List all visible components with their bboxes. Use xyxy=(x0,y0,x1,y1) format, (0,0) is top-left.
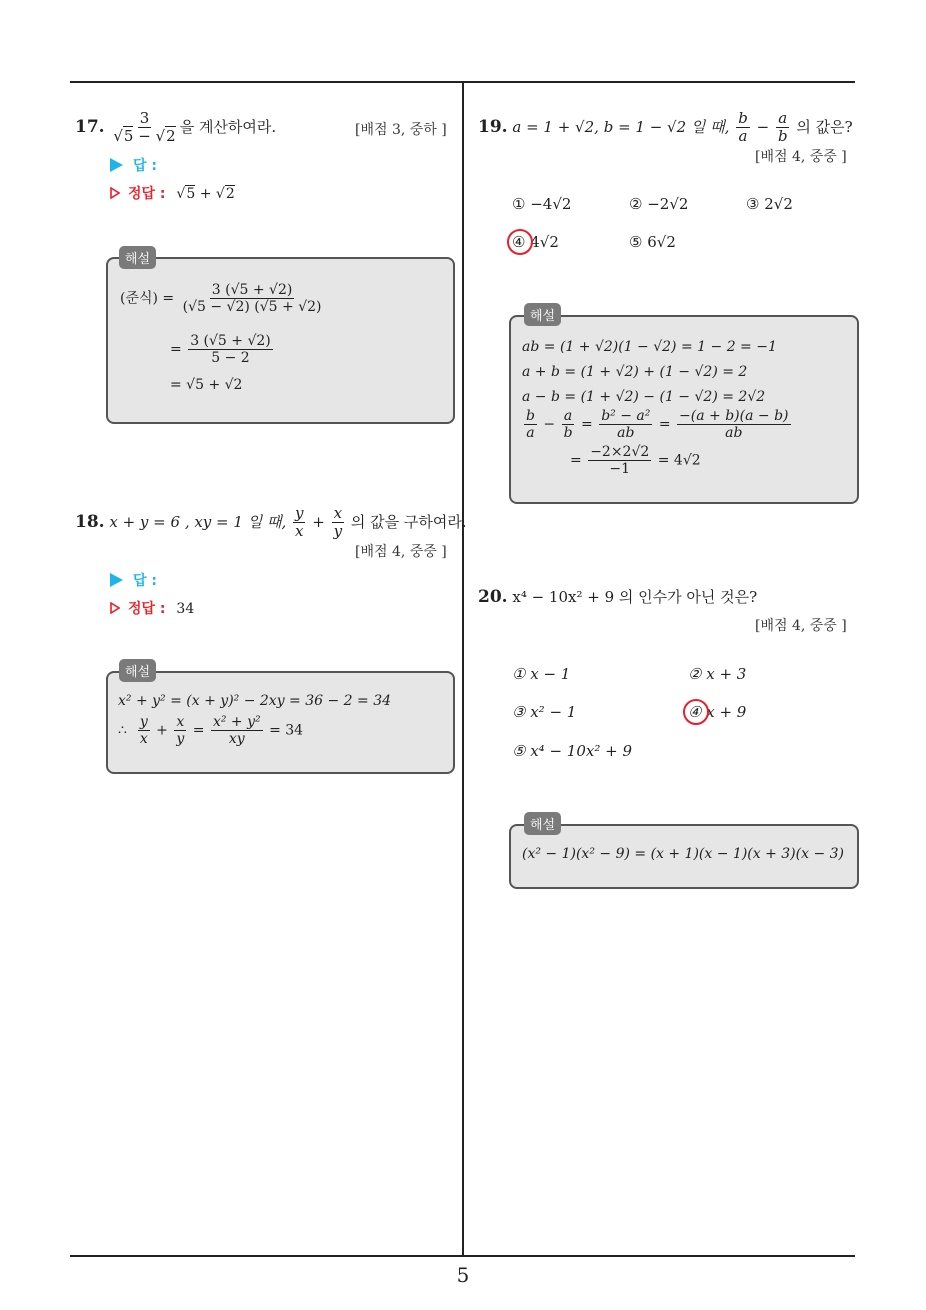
bottom-rule xyxy=(70,1255,855,1257)
q19-choice-3[interactable]: ③ 2√2 xyxy=(746,195,793,213)
q19-choice-5[interactable]: ⑤ 6√2 xyxy=(629,233,676,251)
q19-text-b: 의 값은? xyxy=(796,117,853,136)
q18-correct-label: 정답 : xyxy=(128,601,166,617)
q17-meta: [배점 3, 중하 ] xyxy=(355,122,447,138)
q20-choice-5[interactable]: ⑤ x⁴ − 10x² + 9 xyxy=(512,742,632,760)
q17-correct-label: 정답 : xyxy=(128,186,166,202)
q17-question xyxy=(75,110,276,146)
q18-expl-line1: x² + y² = (x + y)² − 2xy = 36 − 2 = 34 xyxy=(118,693,392,709)
q17-text: 을 계산하여라. xyxy=(179,117,277,136)
correct-arrow-icon xyxy=(110,602,120,614)
q20-explanation-tag: 해설 xyxy=(524,812,561,835)
q17-answer-row xyxy=(110,155,157,175)
q20-meta: [배점 4, 중중 ] xyxy=(755,618,847,634)
q19-number: 19. xyxy=(478,116,508,137)
q19-choice-4[interactable]: ④ 4√2 xyxy=(512,233,559,251)
q18-explanation-tag: 해설 xyxy=(119,659,156,682)
q18-answer-label: 답 : xyxy=(133,573,157,589)
answer-arrow-icon xyxy=(110,158,123,172)
q18-correct-value: 34 xyxy=(176,601,195,617)
q20-choice-2[interactable]: ② x + 3 xyxy=(688,665,747,683)
q18-text-b: 의 값을 구하여라. xyxy=(350,512,467,531)
q17-expl-line3: = √5 + √2 xyxy=(170,377,243,393)
q17-correct-row xyxy=(110,183,235,203)
q19-expl-line3: a − b = (1 + √2) − (1 − √2) = 2√2 xyxy=(522,389,766,405)
q20-number: 20. xyxy=(478,587,508,607)
q17-explanation-tag: 해설 xyxy=(119,246,156,269)
correct-arrow-icon xyxy=(110,187,120,199)
q17-expl-line1: (준식) = $\frac{3 (√5 + √2)}{(√5 - √2) (√5 + √2)}$ xyxy=(120,282,322,316)
q19-question: 19. a = 1 + √2, b = 1 − √2 일 때, $\frac{b}{a}$ − $\frac{a}{b}$ 의 값은? xyxy=(478,109,853,146)
q19-expl-line1: ab = (1 + √2)(1 − √2) = 1 − 2 = −1 xyxy=(522,339,777,355)
q17-expl-line2: = $\frac{3 (√5 + √2)}{5 - 2}$ xyxy=(170,333,271,367)
q19-answer-circle-mark xyxy=(507,229,533,255)
q17-number: 17. xyxy=(75,116,105,137)
q20-answer-circle-mark xyxy=(683,699,709,725)
q17-answer-label: 답 : xyxy=(133,158,157,174)
column-divider xyxy=(462,81,464,1256)
q17-correct-value: √5 + √2 xyxy=(176,186,235,202)
page-number: 5 xyxy=(456,1263,470,1287)
q20-question xyxy=(478,586,757,607)
q19-meta: [배점 4, 중중 ] xyxy=(755,149,847,165)
q19-expl-line2: a + b = (1 + √2) + (1 − √2) = 2 xyxy=(522,364,748,380)
q19-text-a: a = 1 + √2, b = 1 − √2 일 때, xyxy=(512,117,730,136)
q20-choice-3[interactable]: ③ x² − 1 xyxy=(512,703,577,721)
q19-expl-line5: = $\frac{-2\times 2√2}{-1}$ = 4√2 xyxy=(570,444,701,478)
answer-arrow-icon xyxy=(110,573,123,587)
q18-correct-row xyxy=(110,598,194,618)
q18-number: 18. xyxy=(75,511,105,532)
q20-choice-1[interactable]: ① x − 1 xyxy=(512,665,571,683)
q18-meta: [배점 4, 중중 ] xyxy=(355,544,447,560)
q19-expl-line4: $\frac{b}{a}$ − $\frac{a}{b}$ = $\frac{\text{b² − a²}}{ab}$ = $\frac{-(a + b)(a - b)}{ab}$ xyxy=(526,408,789,442)
q18-answer-row xyxy=(110,570,157,590)
q20-choice-4[interactable]: ④ x + 9 xyxy=(688,703,747,721)
q20-text: x⁴ − 10x² + 9 의 인수가 아닌 것은? xyxy=(512,588,758,606)
q19-choice-2[interactable]: ② −2√2 xyxy=(629,195,689,213)
q18-text-a: x + y = 6 , xy = 1 일 때, xyxy=(109,512,287,531)
q18-question: 18. x + y = 6 , xy = 1 일 때, $\frac{y}{x}$ + $\frac{x}{y}$ 의 값을 구하여라. xyxy=(75,504,467,541)
q17-fraction: $\frac{3}{√5 - √2}$ xyxy=(113,109,176,146)
q20-expl-line1: (x² − 1)(x² − 9) = (x + 1)(x − 1)(x + 3)(x − 3) xyxy=(522,846,844,862)
q18-expl-line2: ∴ $\frac{y}{x}$ + $\frac{x}{y}$ = $\frac{\text{x² + y²}}{xy}$ = 34 xyxy=(118,714,304,748)
q19-explanation-tag: 해설 xyxy=(524,303,561,326)
q19-choice-1[interactable]: ① −4√2 xyxy=(512,195,572,213)
